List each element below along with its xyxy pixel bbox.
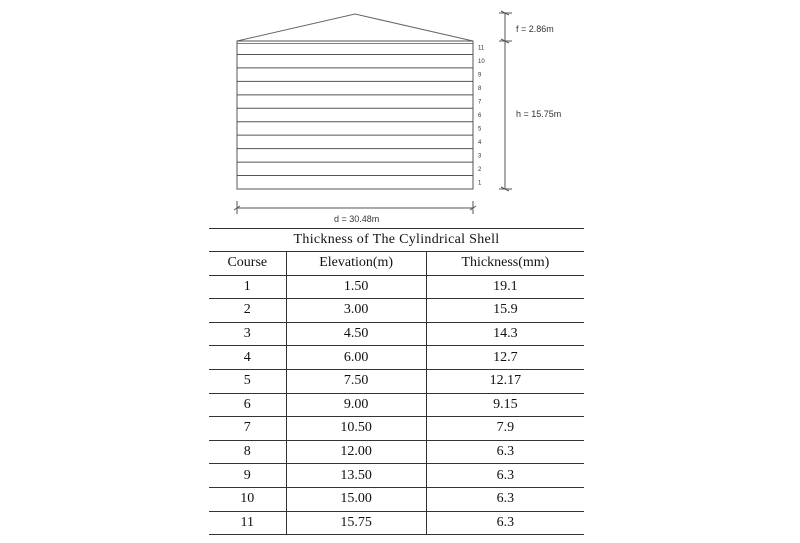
table-header-row [209,252,584,276]
tank-elevation-drawing [0,0,800,228]
roof-height-label: f = 2.86m [516,24,554,34]
diameter-dimension [234,201,476,214]
cell-course: 2 [209,299,286,323]
cell-elevation: 15.75 [286,511,426,535]
cell-thickness: 6.3 [426,464,584,488]
header-thickness: Thickness(mm) [426,252,584,276]
course-number-label: 4 [478,139,482,146]
table-caption-row [209,229,584,252]
cell-course: 10 [209,487,286,511]
course-number-label: 1 [478,180,482,187]
course-number-label: 5 [478,126,482,133]
cell-course: 9 [209,464,286,488]
table-row [209,369,584,393]
course-number-label: 7 [478,99,482,106]
table-row [209,299,584,323]
shell-outline [237,41,473,189]
table-caption: Thickness of The Cylindrical Shell [209,229,584,252]
cell-course: 6 [209,393,286,417]
cell-elevation: 13.50 [286,464,426,488]
cell-elevation: 1.50 [286,275,426,299]
cell-thickness: 15.9 [426,299,584,323]
table-row [209,346,584,370]
cell-course: 5 [209,369,286,393]
course-number-label: 3 [478,153,482,160]
table-row [209,440,584,464]
cell-thickness: 7.9 [426,417,584,441]
course-number-label: 9 [478,72,482,79]
shell-height-dimension [499,39,512,191]
course-number-labels [478,46,485,187]
table-row [209,417,584,441]
roof-height-dimension [499,11,512,41]
course-number-label: 11 [478,45,485,52]
table-row [209,393,584,417]
cell-thickness: 14.3 [426,322,584,346]
roof-outline [237,14,473,41]
table-row [209,511,584,535]
shell-height-label: h = 15.75m [516,109,562,119]
shell-thickness-table [209,228,584,535]
table-row [209,322,584,346]
table-row [209,487,584,511]
cell-elevation: 15.00 [286,487,426,511]
shell-thickness-table-container [209,228,584,535]
course-number-label: 8 [478,86,482,93]
cell-elevation: 12.00 [286,440,426,464]
cell-thickness: 6.3 [426,511,584,535]
cell-thickness: 6.3 [426,487,584,511]
cell-course: 8 [209,440,286,464]
cell-elevation: 9.00 [286,393,426,417]
cell-thickness: 6.3 [426,440,584,464]
cell-course: 7 [209,417,286,441]
diameter-label: d = 30.48m [334,214,380,224]
cell-course: 1 [209,275,286,299]
cell-course: 11 [209,511,286,535]
cell-elevation: 10.50 [286,417,426,441]
cell-thickness: 12.17 [426,369,584,393]
table-row [209,275,584,299]
course-number-label: 6 [478,113,482,119]
cell-course: 4 [209,346,286,370]
header-elevation: Elevation(m) [286,252,426,276]
course-number-label: 2 [478,166,482,173]
table-row [209,464,584,488]
header-course: Course [209,252,286,276]
course-number-label: 10 [478,59,485,66]
cell-elevation: 7.50 [286,369,426,393]
cell-thickness: 9.15 [426,393,584,417]
cell-thickness: 19.1 [426,275,584,299]
cell-elevation: 6.00 [286,346,426,370]
cell-elevation: 4.50 [286,322,426,346]
cell-elevation: 3.00 [286,299,426,323]
cell-course: 3 [209,322,286,346]
cell-thickness: 12.7 [426,346,584,370]
course-divider-lines [237,54,473,175]
